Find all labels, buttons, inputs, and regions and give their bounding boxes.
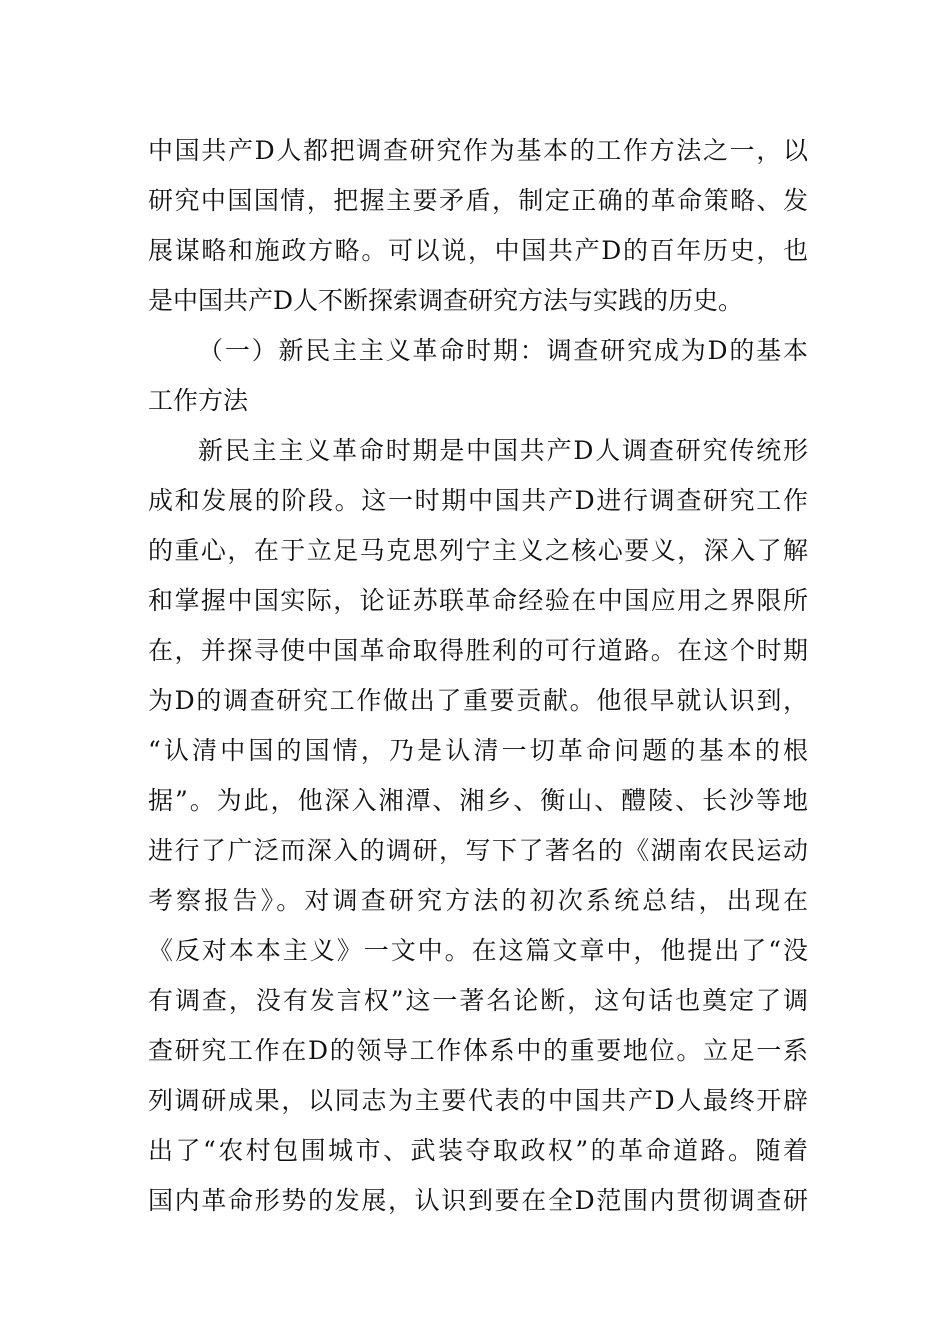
text-line: 《反对本本主义》一文中。在这篇文章中，他提出了“没 — [148, 936, 808, 965]
text-line: 的重心，在于立足马克思列宁主义之核心要义，深入了解 — [148, 536, 808, 565]
text-line: 考察报告》。对调查研究方法的初次系统总结，出现在 — [148, 886, 808, 915]
text-line: 有调查，没有发言权”这一著名论断，这句话也奠定了调 — [148, 986, 808, 1015]
text-line: 据”。为此，他深入湘潭、湘乡、衡山、醴陵、长沙等地 — [148, 786, 808, 815]
text-line: 出了“农村包围城市、武装夺取政权”的革命道路。随着 — [148, 1136, 808, 1165]
text-line: 查研究工作在D的领导工作体系中的重要地位。立足一系 — [148, 1036, 808, 1065]
section-heading — [148, 326, 808, 426]
heading-line: （一）新民主主义革命时期：调查研究成为D的基本 — [198, 336, 808, 365]
paragraph-body — [148, 426, 808, 1226]
text-line: 进行了广泛而深入的调研，写下了著名的《湖南农民运动 — [148, 836, 808, 865]
text-line: 国内革命形势的发展，认识到要在全D范围内贯彻调查研 — [148, 1186, 808, 1215]
text-line: 展谋略和施政方略。可以说，中国共产D的百年历史，也 — [148, 236, 808, 265]
text-line: 研究中国国情，把握主要矛盾，制定正确的革命策略、发 — [148, 186, 808, 215]
paragraph-intro — [148, 126, 808, 326]
text-line: 是中国共产D人不断探索调查研究方法与实践的历史。 — [148, 286, 744, 315]
text-line: “认清中国的国情，乃是认清一切革命问题的基本的根 — [148, 736, 808, 765]
text-line: 和掌握中国实际，论证苏联革命经验在中国应用之界限所 — [148, 586, 808, 615]
text-line: 成和发展的阶段。这一时期中国共产D进行调查研究工作 — [148, 486, 808, 515]
text-line: 中国共产D人都把调查研究作为基本的工作方法之一，以 — [148, 136, 808, 165]
text-line: 在，并探寻使中国革命取得胜利的可行道路。在这个时期 — [148, 636, 808, 665]
text-line: 为D的调查研究工作做出了重要贡献。他很早就认识到， — [148, 686, 808, 715]
text-line: 新民主主义革命时期是中国共产D人调查研究传统形 — [198, 436, 808, 465]
heading-line: 工作方法 — [148, 386, 249, 415]
document-body — [148, 126, 808, 1226]
text-line: 列调研成果，以同志为主要代表的中国共产D人最终开辟 — [148, 1086, 808, 1115]
